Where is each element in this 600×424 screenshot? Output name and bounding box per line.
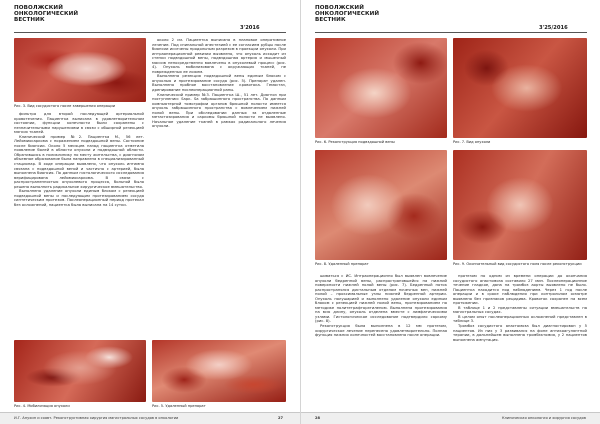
- paragraph: Выполнена резекция подвздошной вены единым блоком с опухолью и протезирование сосуда (рис. 5). Препарат удален. Выполнено пробное восстановление кровотока. Гемостаз, дренирование послеоперационной раны.: [152, 74, 286, 93]
- figure-6-photo: [315, 38, 447, 138]
- journal-title-line: ПОВОЛЖСКИЙ: [315, 5, 364, 11]
- figure-3-photo: [14, 38, 146, 102]
- paragraph: Выполнено удаление опухоли единым блоком с резекцией подвздошной вены и последующим протезированием сосуда синтетическим протезом. Послеоперационный период протекал без осложнений, пациентка была выписана на 14 сутки.: [14, 189, 144, 207]
- header-divider: [14, 32, 286, 33]
- journal-title-line: ВЕСТНИК: [315, 17, 346, 24]
- figure-6-caption: Рис. 6. Реконструкция подвздошной вены: [315, 140, 395, 144]
- figure-5-caption: Рис. 5. Удаленный препарат: [152, 404, 206, 408]
- left-column-2-text: [152, 38, 286, 338]
- journal-title-line: ОНКОЛОГИЧЕСКИЙ: [14, 11, 79, 18]
- journal-title-line: ВЕСТНИК: [14, 17, 45, 24]
- paragraph: Тромбоз сосудистого анастомоза был диагностирован у 5 пациентов. Из них у 3 развивался на фоне антикоагулянтной терапии, в дальнейшем выполнена тромбэктомия, у 2 пациентов выполнена ампутация.: [453, 324, 587, 342]
- right-column-2-text: [453, 274, 587, 406]
- right-column-1-text: [315, 274, 447, 406]
- page-number: 27: [278, 416, 284, 420]
- issue-number: 3'25/2016: [539, 25, 568, 31]
- paragraph: Клинический пример №2. Пациентка М., 56 лет. Лейомиосаркома с поражением подвздошной вены. Состояние после биопсии. Около 5 месяцев назад пациентка отметила появление болей в области опухоли и подвздошной области. Обратившись в поликлинику по месту жительства, с диагнозом объемное образование была направлена в специализированный стационар. В ходе операции выявлено, что опухоль интимно связана с подвздошной веной и частично с артерией, была выполнена биопсия. По данным гистологического исследования верифицирована лейомиосаркома. В связи с распространенностью опухолевого процесса, больной было решено выполнить радикальное хирургическое вмешательство.: [14, 134, 144, 189]
- footer-section-title: Клиническая онкология и хирургия сосудов: [501, 416, 586, 420]
- paragraph: Клинический пример №3. Пациентка Ш., 51 лет. Диагноз при поступлении: Saрк. Sa забрюшинного пространства. По данным компьютерной томографии органов брюшной полости имеется опухоль забрюшинного пространства с вовлечением нижней полой вены. При обследовании данных за отдаленные метастазирования и саркомы брюшной полости не выявлено. Начальное удаление тканей в рамках радикального лечения опухоли.: [152, 92, 286, 129]
- paragraph: около 2 см. Пациентка выписана в плановое оперативное лечение. Под спинальной анестезией с ее согласием рубцы после биопсии иссечены продольным разрезом в проекции опухоли. При интраоперационной ревизии выявлено, что опухоль исходит из стенки подвздошной вены, подвздошная артерия и мышечный массив непосредственно вовлечены в опухолевый процесс (рис. 4). Опухоль мобилизована с окружающих тканей, не поврежденных ее ложем.: [152, 38, 286, 74]
- paragraph: протезом по одним из времени операции до окончания сосудистого анастомоза составило 27 мин. Послеоперационное течение гладкое, дана на тромбоз аорты выявлено не было. Пациентка находится под наблюдением. Через 1 год после операции и в сроке наблюдения при контрольном осмотре выявлено без признаков рецидива. Кровоток сохранен на всем протяжении.: [453, 274, 587, 306]
- paragraph: В таблице 1 и 2 представлены ситуации вмешательств на магистральных сосудах.: [453, 305, 587, 315]
- journal-title-line: ОНКОЛОГИЧЕСКИЙ: [315, 11, 380, 18]
- paragraph: фильтра для второй последующей артериальной кровотечения. Пациентка выписана в удовлетворительном состоянии, функции конечности были сохранены с незначительными нарушениями в связи с обширной резекцией мягких тканей.: [14, 112, 144, 135]
- left-footer: [0, 412, 300, 424]
- figure-7-photo: [453, 38, 587, 138]
- figure-3-caption: Рис. 3. Вид сосудистого после завершения операции: [14, 104, 116, 108]
- journal-title: [315, 5, 379, 24]
- left-column-1-text: [14, 112, 144, 362]
- figure-4-photo: [14, 340, 146, 402]
- issue-number: 3'2016: [240, 25, 260, 31]
- figure-9-photo: [453, 150, 587, 260]
- journal-title: [14, 5, 78, 24]
- figure-9-caption: Рис. 9. Окончательный вид сосудистого поля после реконструкции: [453, 262, 582, 266]
- paragraph: шиваться с ИС. Интраоперационно был выявлен вовлечение опухоли бедренной вены, распространявшейся на нижний поверхности нижней полой вены (рис. 7). Бедренный поток распространялся дистальным отделом почечных вен, нижней полой – проксимальные узлы нижней бедренной артерии. Опухоль полушарией и выполнено удаление опухоли единым блоком с резекцией нижней полой вены, протезированием по методике политетрафторэтиленом. Выполнена протезирования на всю длину, опухоль отделена вместе с лимфатическими узлами. Гистологическое исследование подтвердило саркому (рис. 8).: [315, 274, 447, 324]
- header-divider: [315, 32, 587, 33]
- figure-8-caption: Рис. 8. Удаленный препарат: [315, 262, 369, 266]
- figure-4-caption: Рис. 4. Мобилизация опухоли: [14, 404, 70, 408]
- right-page: [300, 0, 600, 424]
- journal-title-line: ПОВОЛЖСКИЙ: [14, 5, 63, 11]
- page-number: 28: [315, 416, 321, 420]
- figure-7-caption: Рис. 7. Вид опухоли: [453, 140, 491, 144]
- figure-5-photo: [152, 340, 286, 402]
- paragraph: Реконструкция была выполнена в 12 мм протезом, хирургическое лечение перенесено удовлетворительно. Полная функция нижних конечностей восстановлена после операции.: [315, 324, 447, 338]
- figure-8-photo: [315, 150, 447, 260]
- paragraph: В целом опыт послеоперационных осложнений представлен в таблице 3.: [453, 314, 587, 324]
- footer-article-title: И.Г. Апухин и соавт. Реконструктивная хирургия магистральных сосудов в онкологии: [14, 416, 179, 420]
- right-footer: [301, 412, 600, 424]
